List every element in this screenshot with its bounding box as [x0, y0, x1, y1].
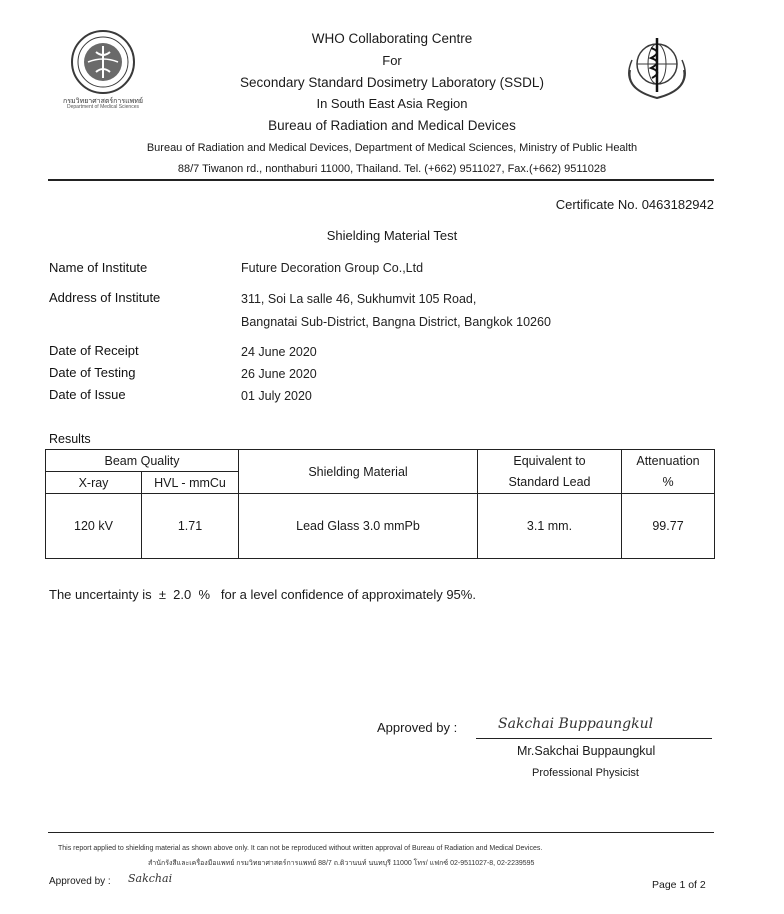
header-attenuation-line-1: Attenuation	[622, 450, 715, 472]
address-line-1: 311, Soi La salle 46, Sukhumvit 105 Road,	[241, 292, 477, 306]
footer-thai-address: สำนักรังสีและเครื่องมือแพทย์ กรมวิทยาศาสตร์การแพทย์ 88/7 ถ.ติวานนท์ นนทบุรี 11000 โทร/ แฟกซ์ 02-9511027-8, 02-2239595	[148, 860, 535, 867]
header-address: 88/7 Tiwanon rd., nonthaburi 11000, Thailand. Tel. (+662) 9511027, Fax.(+662) 9511028	[177, 163, 607, 175]
date-of-testing-label: Date of Testing	[49, 365, 136, 380]
approver-signature: Sakchai Buppaungkul	[498, 716, 654, 732]
header-attenuation-line-2: %	[622, 472, 715, 494]
header-line-region: In South East Asia Region	[316, 96, 468, 111]
header-divider	[48, 179, 714, 181]
certificate-number: Certificate No. 0463182942	[555, 197, 714, 212]
signature-line	[476, 738, 712, 739]
footer-approver-initial: Sakchai	[128, 872, 173, 885]
header-line-ssdl: Secondary Standard Dosimetry Laboratory (SSDL)	[240, 75, 544, 90]
name-of-institute-value: Future Decoration Group Co.,Ltd	[241, 261, 424, 275]
test-title: Shielding Material Test	[326, 228, 458, 243]
header-equivalent-line-2: Standard Lead	[478, 472, 622, 494]
uncertainty-statement: The uncertainty is ± 2.0 % for a level confidence of approximately 95%.	[49, 587, 476, 602]
header-line-bureau: Bureau of Radiation and Medical Devices	[268, 118, 516, 133]
results-label: Results	[49, 432, 91, 446]
results-table	[45, 449, 715, 559]
approver-title: Professional Physicist	[532, 767, 639, 779]
table-row	[46, 494, 715, 559]
header-department: Bureau of Radiation and Medical Devices, Department of Medical Sciences, Ministry of Public Health	[146, 142, 638, 154]
footer-approved-label: Approved by :	[49, 876, 111, 887]
header-shielding-material: Shielding Material	[239, 450, 478, 494]
name-of-institute-label: Name of Institute	[49, 260, 148, 275]
date-of-testing-value: 26 June 2020	[241, 367, 317, 381]
cell-xray: 120 kV	[46, 494, 142, 559]
address-of-institute-label: Address of Institute	[49, 290, 161, 305]
footer-disclaimer: This report applied to shielding material as shown above only. It can not be reproduced without written approval of Bureau of Radiation and Medical Devices.	[58, 845, 543, 852]
date-of-receipt-value: 24 June 2020	[241, 345, 317, 359]
approved-by-label: Approved by :	[377, 720, 458, 735]
header-line-for: For	[382, 53, 402, 68]
page-number: Page 1 of 2	[652, 879, 706, 891]
address-line-2: Bangnatai Sub-District, Bangna District, Bangkok 10260	[241, 315, 551, 329]
approver-name: Mr.Sakchai Buppaungkul	[517, 744, 656, 758]
header-equivalent-line-1: Equivalent to	[478, 450, 622, 472]
footer-divider	[48, 832, 714, 833]
header-hvl: HVL - mmCu	[142, 472, 239, 494]
date-of-issue-value: 01 July 2020	[241, 389, 312, 403]
cell-shielding: Lead Glass 3.0 mmPb	[239, 494, 478, 559]
header-line-who-centre: WHO Collaborating Centre	[311, 31, 473, 46]
date-of-issue-label: Date of Issue	[49, 387, 126, 402]
header-xray: X-ray	[46, 472, 142, 494]
seal-caption-english: Department of Medical Sciences	[67, 104, 139, 110]
cell-hvl: 1.71	[142, 494, 239, 559]
date-of-receipt-label: Date of Receipt	[49, 343, 139, 358]
cell-equivalent: 3.1 mm.	[478, 494, 622, 559]
seal-caption-thai: กรมวิทยาศาสตร์การแพทย์	[63, 98, 143, 105]
header-beam-quality: Beam Quality	[46, 450, 239, 472]
cell-attenuation: 99.77	[622, 494, 715, 559]
